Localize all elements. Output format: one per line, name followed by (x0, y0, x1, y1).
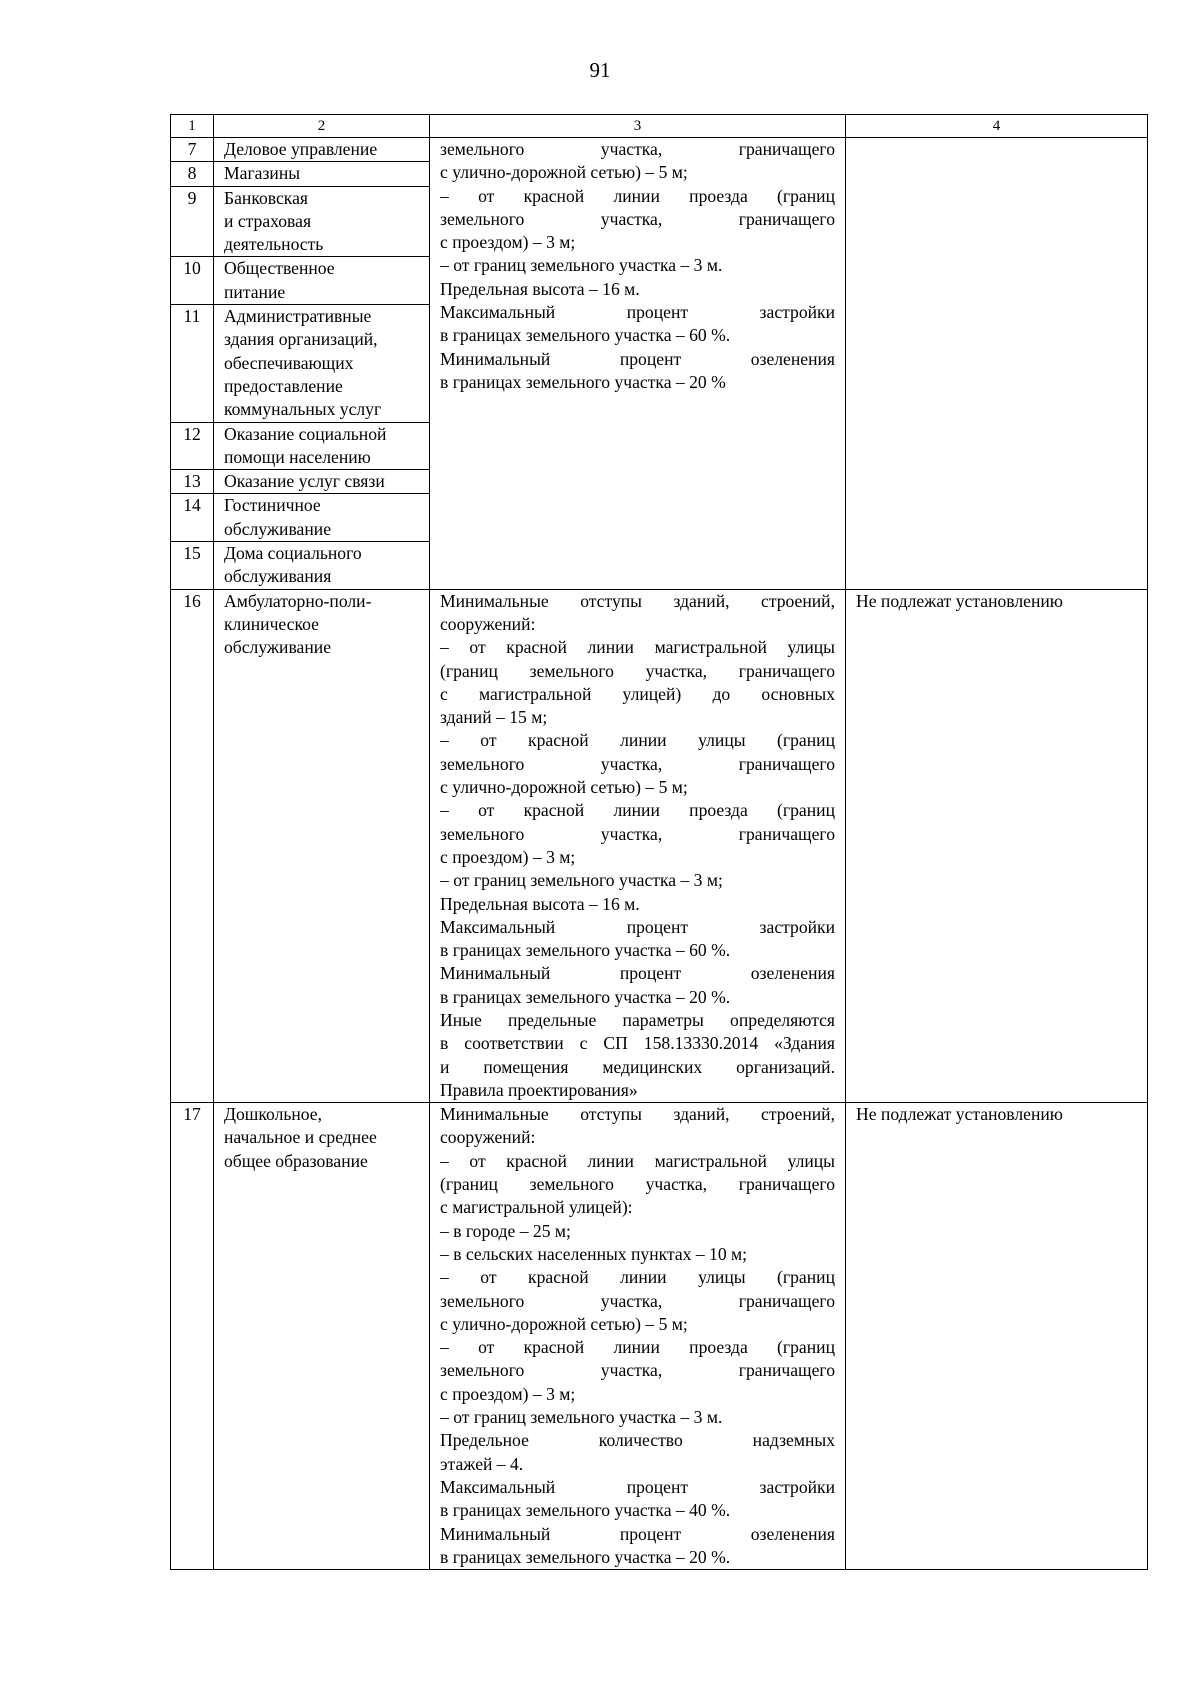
regulations-table (170, 114, 1148, 1570)
row-number: 11 (171, 305, 214, 422)
text-line: – от красной линии улицы (границ (440, 730, 835, 751)
row-number: 10 (171, 257, 214, 305)
use-type-name (214, 162, 430, 186)
text-line: сооружений: (440, 613, 536, 634)
text-line: Минимальный процент озеленения (440, 963, 835, 984)
text-line: Предельное количество надземных (440, 1430, 835, 1451)
text-line: с улично-дорожной сетью) – 5 м; (440, 1313, 688, 1334)
text-line: Минимальный процент озеленения (440, 348, 835, 369)
text-line: Магазины (224, 163, 301, 184)
text-line: с улично-дорожной сетью) – 5 м; (440, 162, 688, 183)
text-line: Деловое управление (224, 139, 378, 159)
text-line: Дошкольное, (224, 1104, 323, 1125)
text-line: общее образование (224, 1150, 368, 1171)
text-line: с проездом) – 3 м; (440, 232, 576, 253)
restrictions-cell: Не подлежат установлению (846, 589, 1148, 1103)
header-row (171, 115, 1148, 138)
parameters-cell (430, 589, 846, 1103)
text-line: земельного участка, граничащего (440, 1360, 835, 1381)
text-line: этажей – 4. (440, 1453, 524, 1474)
use-type-name (214, 305, 430, 422)
text-line: Максимальный процент застройки (440, 1476, 835, 1497)
text-line: в границах земельного участка – 20 %. (440, 986, 731, 1007)
text-line: (границ земельного участка, граничащего (440, 660, 835, 681)
text-line: (границ земельного участка, граничащего (440, 1174, 835, 1195)
restrictions-cell (846, 138, 1148, 590)
text-line: земельного участка, граничащего (440, 753, 835, 774)
text-line: Общественное (224, 258, 335, 279)
text-line: Максимальный процент застройки (440, 302, 835, 323)
text-line: в границах земельного участка – 60 %. (440, 325, 731, 346)
text-line: Правила проектирования» (440, 1079, 638, 1100)
text-line: обслуживания (224, 566, 332, 587)
text-line: – от красной линии проезда (границ (440, 1337, 835, 1358)
text-line: земельного участка, граничащего (440, 208, 835, 229)
text-line: – в городе – 25 м; (440, 1220, 571, 1241)
use-type-name (214, 494, 430, 542)
text-line: земельного участка, граничащего (440, 139, 835, 159)
text-line: Максимальный процент застройки (440, 916, 835, 937)
table-row (171, 589, 1148, 1103)
text-line: Минимальный процент озеленения (440, 1523, 835, 1544)
text-line: зданий – 15 м; (440, 707, 548, 728)
text-line: и страховая (224, 210, 312, 231)
text-line: и помещения медицинских организаций. (440, 1056, 835, 1077)
text-line: – от красной линии магистральной улицы (440, 637, 835, 658)
text-line: в границах земельного участка – 20 % (440, 371, 726, 392)
text-line: – от красной линии проезда (границ (440, 185, 835, 206)
text-line: Минимальные отступы зданий, строений, (440, 590, 835, 611)
text-line: земельного участка, граничащего (440, 1290, 835, 1311)
header-cell: 2 (214, 115, 430, 138)
text-line: Административные (224, 306, 372, 327)
page-number: 91 (589, 58, 611, 82)
row-number: 12 (171, 422, 214, 470)
text-line: клиническое (224, 613, 319, 634)
row-number: 15 (171, 542, 214, 590)
text-line: Оказание услуг связи (224, 471, 385, 492)
text-line: с улично-дорожной сетью) – 5 м; (440, 777, 688, 798)
text-line: Банковская (224, 187, 308, 208)
text-line: Дома социального (224, 543, 362, 564)
use-type-name (214, 1103, 430, 1570)
use-type-name (214, 422, 430, 470)
text-line: здания организаций, (224, 329, 378, 350)
text-line: деятельность (224, 234, 324, 255)
text-line: начальное и среднее (224, 1127, 377, 1148)
text-line: с проездом) – 3 м; (440, 846, 576, 867)
row-number: 13 (171, 470, 214, 494)
text-line: – в сельских населенных пунктах – 10 м; (440, 1243, 748, 1264)
use-type-name (214, 186, 430, 257)
row-number: 7 (171, 138, 214, 162)
text-line: обслуживание (224, 637, 331, 658)
text-line: – от границ земельного участка – 3 м. (440, 1407, 723, 1428)
text-line: в соответствии с СП 158.13330.2014 «Здания (440, 1033, 835, 1054)
text-line: предоставление (224, 375, 343, 396)
table-row (171, 138, 1148, 162)
text-line: с проездом) – 3 м; (440, 1383, 576, 1404)
text-line: обслуживание (224, 518, 331, 539)
header-cell: 1 (171, 115, 214, 138)
use-type-name (214, 257, 430, 305)
text-line: земельного участка, граничащего (440, 823, 835, 844)
text-line: в границах земельного участка – 60 %. (440, 940, 731, 961)
text-line: – от границ земельного участка – 3 м. (440, 255, 723, 276)
use-type-name (214, 589, 430, 1103)
text-line: Минимальные отступы зданий, строений, (440, 1104, 835, 1125)
text-line: сооружений: (440, 1127, 536, 1148)
text-line: Предельная высота – 16 м. (440, 278, 640, 299)
row-number: 9 (171, 186, 214, 257)
row-number: 14 (171, 494, 214, 542)
text-line: – от красной линии проезда (границ (440, 800, 835, 821)
use-type-name (214, 138, 430, 162)
text-line: с магистральной улицей) до основных (440, 683, 835, 704)
row-number: 16 (171, 589, 214, 1103)
row-number: 17 (171, 1103, 214, 1570)
text-line: Оказание социальной (224, 423, 387, 444)
text-line: Гостиничное (224, 495, 321, 516)
text-line: Амбулаторно-поли- (224, 590, 372, 611)
text-line: – от границ земельного участка – 3 м; (440, 870, 723, 891)
parameters-cell (430, 138, 846, 590)
text-line: Предельная высота – 16 м. (440, 893, 640, 914)
text-line: – от красной линии магистральной улицы (440, 1150, 835, 1171)
text-line: – от красной линии улицы (границ (440, 1267, 835, 1288)
use-type-name (214, 542, 430, 590)
use-type-name (214, 470, 430, 494)
text-line: Иные предельные параметры определяются (440, 1009, 835, 1030)
parameters-cell (430, 1103, 846, 1570)
text-line: с магистральной улицей): (440, 1197, 633, 1218)
text-line: в границах земельного участка – 20 %. (440, 1546, 731, 1567)
header-cell: 3 (430, 115, 846, 138)
row-number: 8 (171, 162, 214, 186)
table-row (171, 1103, 1148, 1570)
text-line: в границах земельного участка – 40 %. (440, 1500, 731, 1521)
text-line: помощи населению (224, 446, 371, 467)
text-line: коммунальных услуг (224, 399, 382, 420)
text-line: обеспечивающих (224, 352, 354, 373)
text-line: питание (224, 281, 286, 302)
header-cell: 4 (846, 115, 1148, 138)
restrictions-cell: Не подлежат установлению (846, 1103, 1148, 1570)
